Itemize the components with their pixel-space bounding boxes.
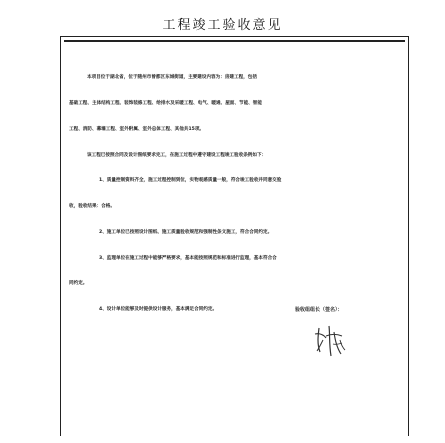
paragraph-line: 同约定。: [69, 281, 88, 287]
paragraph-line: 2、施工单位已按照设计图纸、施工质量验收规范和强制性条文施工，符合合同约定。: [99, 229, 273, 235]
paragraph-line: 工程、消防、幕墙工程、室外附属、室外总体工程、其他共15项。: [69, 126, 205, 132]
paragraph-line: 3、监理单位在施工过程中能够严格要求，基本能按照规范和标准进行监理，基本符合合: [99, 255, 277, 261]
handwritten-signature: [311, 322, 351, 362]
document-frame: [60, 36, 409, 436]
paragraph-line: 收，验收结果：合格。: [69, 204, 115, 210]
paragraph-line: 1、质量控制资料齐全，施工过程控制到位，实物观感质量一般，符合竣工验收并同意交验: [99, 178, 282, 184]
paragraph-line: 本项目位于湖北省，位于随州市曾都区东城街道，主要建设内容为：房建工程，包括: [87, 75, 257, 81]
paragraph-line: 4、设计单位能够及时提供设计服务，基本满足合同约定。: [99, 307, 218, 313]
opinion-body: [69, 57, 400, 332]
paragraph-line: 该工程已按照合同及设计图纸要求完工，在施工过程中遵守建设工程竣工验收条例如下：: [87, 152, 267, 158]
page-title: 工程竣工验收意见: [162, 18, 283, 33]
signature-label: 验收组组长（签名）：: [295, 307, 343, 313]
paragraph-line: 基础工程、主体结构工程、装饰装修工程、给排水及采暖工程、电气、暖通、屋面、节能、智能: [69, 100, 262, 106]
